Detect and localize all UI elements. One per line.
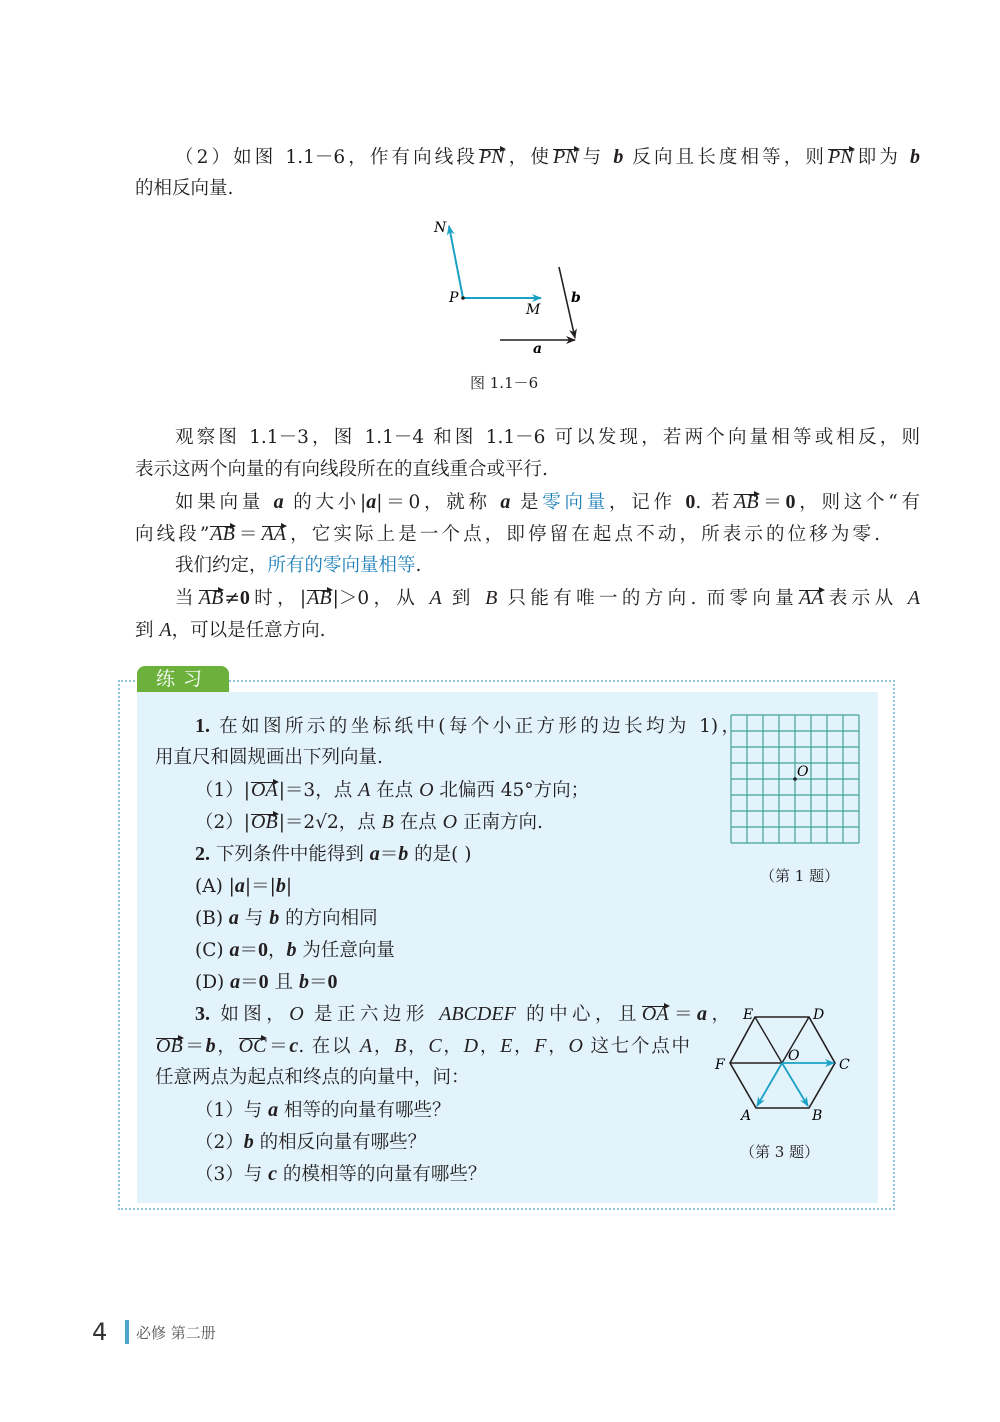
hex-label-D: D	[813, 1007, 825, 1023]
label-P: P	[449, 290, 459, 306]
bold-zero: 0	[258, 971, 269, 993]
text: 相等的向量有哪些？	[278, 1100, 451, 1121]
text: ，使	[505, 147, 552, 168]
highlight-term: 零向量	[542, 492, 609, 513]
text: ＝	[183, 1036, 206, 1057]
figure-1-1-6	[433, 220, 581, 357]
text: 在点	[370, 780, 420, 801]
text: 到	[441, 588, 486, 609]
text: (B)	[195, 908, 229, 929]
vector-notation: OC	[238, 1035, 267, 1057]
vector-notation: PN	[552, 146, 579, 168]
bold-zero: 3.	[195, 1003, 210, 1025]
italic-point: ABCDEF	[439, 1003, 516, 1025]
text: （2）	[195, 1132, 244, 1153]
exercise-questions	[155, 710, 740, 1190]
label-b: b	[571, 290, 581, 306]
paragraph-zero-vector	[135, 422, 920, 646]
bold-variable: b	[243, 1131, 254, 1153]
italic-point: F	[534, 1035, 547, 1057]
text: 是	[510, 492, 543, 513]
text: 下列条件中能得到	[210, 844, 370, 865]
text: ，	[546, 1036, 569, 1057]
fig1-caption: （第 1 题）	[760, 867, 840, 885]
vector-OA	[757, 1063, 782, 1106]
bold-zero: 0	[785, 491, 796, 513]
text: ≠	[224, 588, 240, 609]
text: 的大小|	[283, 492, 367, 513]
bold-variable: a	[228, 907, 239, 929]
italic-point: O	[442, 811, 458, 833]
bold-zero: 1.	[195, 715, 210, 737]
text-line	[135, 422, 920, 454]
italic-point: E	[500, 1035, 513, 1057]
text: 任意两点为起点和终点的向量中，问：	[155, 1067, 470, 1088]
text-line	[135, 173, 880, 205]
bold-variable: a	[229, 939, 240, 961]
text-line	[135, 141, 920, 173]
fig3-caption: （第 3 题）	[740, 1143, 820, 1161]
text: ，则这个“有	[795, 492, 920, 513]
text: 的是( )	[408, 844, 472, 865]
vector-notation: AA	[261, 523, 286, 545]
bold-variable: b	[286, 939, 297, 961]
italic-point: C	[428, 1035, 442, 1057]
text: 用直尺和圆规画出下列向量.	[155, 747, 383, 768]
label-a: a	[533, 341, 543, 357]
text: 反向且长度相等，则	[623, 147, 828, 168]
text-line	[155, 710, 740, 742]
hex-label-A: A	[741, 1108, 752, 1124]
text: 到	[135, 620, 160, 641]
text: |＝0，就称	[376, 492, 501, 513]
text-line	[135, 486, 920, 518]
text-line	[155, 998, 730, 1030]
text: （2）如图 1.1－6，作有向线段	[175, 147, 479, 168]
text: 的中心，且	[515, 1004, 641, 1025]
footer-divider	[125, 1320, 129, 1344]
bold-variable: b	[613, 146, 624, 168]
text: 的相反向量.	[135, 178, 234, 199]
bold-variable: c	[289, 1035, 299, 1057]
text: ，	[268, 940, 287, 961]
text: 在如图所示的坐标纸中(每个小正方形的边长均为 1)，	[210, 716, 740, 737]
vector-notation: AB	[198, 587, 224, 609]
italic-point: A	[359, 1035, 373, 1057]
text-line	[155, 870, 740, 902]
text: （2）|	[195, 812, 251, 833]
vector-notation: OA	[641, 1003, 669, 1025]
text: 观察图 1.1－3，图 1.1－4 和图 1.1－6 可以发现，若两个向量相等或相反，则	[175, 427, 920, 448]
italic-point: B	[381, 811, 394, 833]
text: .	[415, 555, 422, 576]
text-line	[135, 454, 880, 486]
bold-zero: 0	[258, 939, 268, 961]
bold-variable: a	[234, 875, 245, 897]
text-line	[155, 806, 740, 838]
label-N: N	[434, 220, 447, 236]
text: ，	[215, 1036, 238, 1057]
text: ，	[707, 1004, 730, 1025]
vector-notation: OB	[156, 1035, 183, 1057]
bold-variable: b	[298, 971, 309, 993]
vector-PN	[449, 226, 463, 298]
hex-label-O: O	[788, 1048, 800, 1064]
text: ＝	[240, 972, 259, 993]
vector-notation: AB	[307, 587, 332, 609]
text: 当	[175, 588, 198, 609]
text: 的方向相同	[279, 908, 378, 929]
text: 且	[268, 972, 299, 993]
text: 正南方向.	[457, 812, 543, 833]
bold-variable: a	[268, 1099, 279, 1121]
text-line	[155, 966, 740, 998]
vector-notation: OB	[251, 811, 278, 833]
text-line	[155, 774, 740, 806]
text: ＝	[379, 844, 399, 865]
text: 只能有唯一的方向. 而零向量	[497, 588, 799, 609]
text: 北偏西 45°方向；	[433, 780, 590, 801]
bold-variable: c	[268, 1163, 278, 1185]
bold-variable: a	[273, 491, 284, 513]
figure-caption: 图 1.1－6	[470, 374, 539, 392]
text: . 若	[695, 492, 734, 513]
bold-zero: 0	[327, 971, 338, 993]
hex-label-F: F	[715, 1057, 725, 1073]
text: 即为	[854, 147, 910, 168]
bold-zero: 2.	[195, 843, 210, 865]
text: 的模相等的向量有哪些？	[277, 1164, 487, 1185]
text: 在点	[393, 812, 443, 833]
text-line	[135, 550, 880, 582]
vector-OB	[782, 1063, 808, 1106]
bold-variable: a	[366, 491, 377, 513]
text: 时，|	[249, 588, 307, 609]
text: ＝	[669, 1004, 698, 1025]
hex-label-C: C	[839, 1057, 850, 1073]
bold-variable: a	[500, 491, 511, 513]
page-number: 4	[92, 1318, 108, 1346]
text-line	[155, 1126, 740, 1158]
text: （3）与	[195, 1164, 269, 1185]
highlight-term: 所有的零向量相等	[267, 555, 416, 576]
bold-variable: a	[230, 971, 241, 993]
italic-point: B	[485, 587, 498, 609]
italic-point: B	[394, 1035, 407, 1057]
text: (D)	[195, 972, 231, 993]
text: ，	[478, 1036, 501, 1057]
hex-label-E: E	[743, 1007, 754, 1023]
text: . 在以	[298, 1036, 360, 1057]
text: 表示从	[824, 588, 908, 609]
text-line	[155, 742, 740, 774]
text-line	[135, 614, 880, 646]
text: ，记作	[608, 492, 686, 513]
text-line	[155, 902, 740, 934]
italic-point: D	[463, 1035, 479, 1057]
hex-label-B: B	[812, 1108, 823, 1124]
text: 的相反向量有哪些？	[253, 1132, 427, 1153]
text: (A) |	[195, 876, 235, 897]
text: 向线段”	[135, 524, 210, 545]
book-title: 必修 第二册	[136, 1324, 216, 1342]
text: (C)	[195, 940, 230, 961]
text: 如果向量	[175, 492, 274, 513]
text-line	[155, 1094, 740, 1126]
text: ＝	[308, 972, 328, 993]
text: 为任意向量	[296, 940, 395, 961]
bold-zero: 0	[685, 491, 696, 513]
text-line	[135, 518, 880, 550]
text: ，可以是任意方向.	[171, 620, 326, 641]
text: ＝	[267, 1036, 290, 1057]
label-M: M	[526, 302, 541, 318]
text: 与	[238, 908, 270, 929]
text-line	[135, 582, 920, 614]
italic-point: A	[159, 619, 172, 641]
text-line	[155, 1158, 740, 1190]
text: 如图，	[210, 1004, 290, 1025]
text: 是正六边形	[303, 1004, 440, 1025]
vector-notation: OA	[251, 779, 278, 801]
text: ，	[372, 1036, 395, 1057]
italic-point: A	[429, 587, 442, 609]
point-P	[461, 296, 465, 300]
text: |＝3，点	[278, 780, 359, 801]
text: 这七个点中	[582, 1036, 690, 1057]
vector-notation: AA	[799, 587, 824, 609]
text: ，	[406, 1036, 429, 1057]
text: ，它实际上是一个点，即停留在起点不动，所表示的位移为零.	[287, 524, 880, 545]
text: |＝|	[244, 876, 276, 897]
italic-point: A	[907, 587, 920, 609]
bold-zero: 0	[239, 587, 250, 609]
text: （1）|	[195, 780, 251, 801]
text: （1）与	[195, 1100, 269, 1121]
bold-variable: a	[697, 1003, 708, 1025]
text: 与	[579, 147, 614, 168]
text: |＞0，从	[332, 588, 430, 609]
vector-notation: AB	[210, 523, 235, 545]
text: ＝	[235, 524, 261, 545]
text: 表示这两个向量的有向线段所在的直线重合或平行.	[135, 459, 548, 480]
vector-notation: PN	[479, 146, 505, 168]
paragraph-opposite-vector	[135, 141, 920, 205]
text-line	[155, 1030, 690, 1062]
bold-variable: b	[275, 875, 286, 897]
bold-variable: b	[269, 907, 280, 929]
text: ，	[441, 1036, 464, 1057]
bold-variable: b	[398, 843, 409, 865]
text: ＝	[239, 940, 258, 961]
italic-point: O	[568, 1035, 583, 1057]
text: ，	[512, 1036, 535, 1057]
text-line	[155, 838, 740, 870]
bold-variable: b	[205, 1035, 216, 1057]
bold-variable: a	[369, 843, 380, 865]
grid-label-O: O	[797, 764, 809, 780]
text: |	[285, 876, 293, 897]
text-line	[155, 934, 740, 966]
exercise-tab: 练习	[137, 666, 229, 692]
text: 我们约定，	[175, 555, 268, 576]
vector-notation: AB	[734, 491, 759, 513]
vector-notation: PN	[828, 146, 854, 168]
bold-variable: b	[909, 146, 920, 168]
text: |＝2√2，点	[278, 812, 382, 833]
italic-point: O	[419, 779, 434, 801]
text: ＝	[759, 492, 786, 513]
text-line	[155, 1062, 740, 1094]
italic-point: O	[289, 1003, 304, 1025]
italic-point: A	[358, 779, 371, 801]
